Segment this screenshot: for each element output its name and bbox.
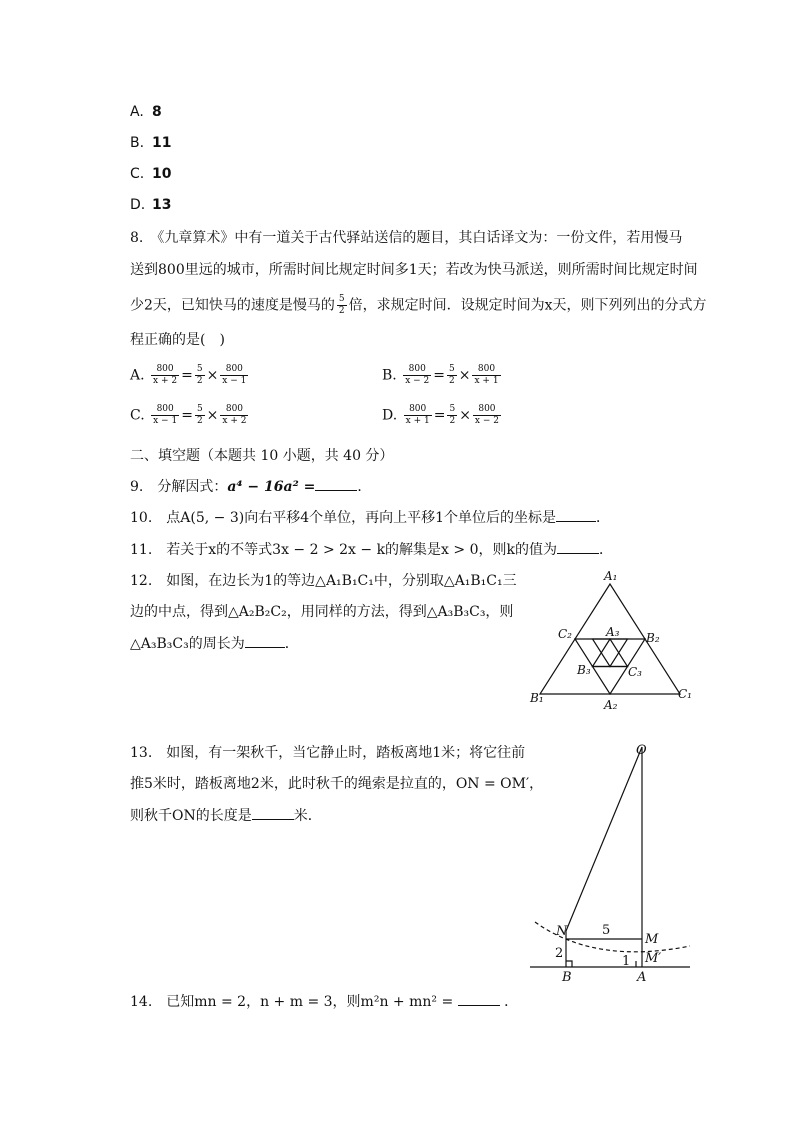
equals: =	[181, 367, 193, 384]
rhs-fraction: $\frac{800}{x + 1}$	[474, 364, 499, 386]
q7-option-d	[130, 195, 171, 215]
answer-blank	[458, 1005, 500, 1006]
label-b3: B₃	[577, 663, 591, 677]
lhs-fraction: $\frac{800}{x - 2}$	[405, 364, 430, 386]
q12-triangle-figure	[520, 566, 700, 716]
equals: =	[433, 407, 446, 424]
equals: =	[181, 407, 193, 424]
option-value: 10	[152, 166, 172, 182]
lhs-fraction: $\frac{800}{x + 2}$	[153, 364, 178, 386]
answer-blank	[315, 490, 357, 491]
q14-text: 14. 已知mn = 2，n + m = 3，则m²n + mn² =	[130, 994, 454, 1010]
label-m: M	[645, 932, 659, 947]
q8-option-a	[130, 364, 250, 387]
q10-text: 10. 点A(5, − 3)向右平移4个单位，再向上平移1个单位后的坐标是	[130, 510, 557, 526]
q8-line2: 送到800里远的城市，所需时间比规定时间多1天；若改为快马派送，则所需时间比规定时间	[130, 262, 698, 278]
fraction-five-halves	[337, 294, 347, 317]
q7-option-a	[130, 102, 162, 122]
q14	[130, 992, 518, 1012]
lhs-fraction: $\frac{800}{x - 1}$	[153, 404, 178, 426]
q13-swing-figure	[525, 735, 700, 985]
option-letter: B.	[382, 367, 397, 384]
q8-line3-post: 倍，求规定时间．设规定时间为x天，则下列列出的分式方	[348, 297, 707, 314]
q12-end: ．	[284, 636, 299, 652]
label-c2: C₂	[558, 627, 572, 641]
times: ×	[458, 367, 471, 384]
label-a2: A₂	[604, 698, 618, 712]
q11-text: 11. 若关于x的不等式3x − 2 > 2x − k的解集是x > 0，则k的值为	[130, 542, 557, 558]
q12-line2: 边的中点，得到△A₂B₂C₂，用同样的方法，得到△A₃B₃C₃，则	[130, 604, 514, 620]
q7-option-c	[130, 164, 171, 184]
triangle-outer-mid	[593, 639, 628, 667]
right-angle-b	[566, 961, 572, 967]
label-a1: A₁	[604, 569, 618, 583]
label-c3: C₃	[628, 665, 642, 679]
q8-option-d	[382, 404, 503, 427]
option-letter: C.	[130, 407, 145, 424]
q8-line3-pre: 少2天，已知快马的速度是慢马的	[130, 297, 335, 314]
q9-end: ．	[357, 479, 372, 495]
answer-blank	[252, 819, 294, 820]
option-letter: B.	[130, 135, 145, 151]
q9	[130, 477, 371, 497]
option-letter: C.	[130, 166, 145, 182]
label-one: 1	[622, 954, 631, 969]
option-value: 11	[152, 135, 172, 151]
q7-option-b	[130, 133, 171, 153]
q8-line3	[130, 294, 707, 317]
times: ×	[206, 407, 219, 424]
frac-den: 2	[338, 306, 345, 316]
k-fraction: $\frac{5}{2}$	[449, 404, 456, 426]
lhs-fraction: $\frac{800}{x + 1}$	[405, 404, 430, 426]
label-o: O	[636, 743, 647, 758]
q8-option-b	[382, 364, 503, 387]
q13-line3	[130, 806, 322, 826]
rhs-fraction: $\frac{800}{x - 1}$	[222, 364, 247, 386]
q13-line1: 13. 如图，有一架秋千，当它静止时，踏板离地1米；将它往前	[130, 745, 526, 761]
rhs-fraction: $\frac{800}{x + 2}$	[222, 404, 247, 426]
q10-end: ．	[596, 510, 611, 526]
times: ×	[459, 407, 471, 424]
option-letter: D.	[130, 197, 146, 213]
q14-end: ．	[504, 994, 519, 1010]
k-fraction: $\frac{5}{2}$	[196, 404, 203, 426]
q11-end: ．	[598, 542, 613, 558]
rope-on	[566, 747, 642, 931]
q12-text: △A₃B₃C₃的周长为	[130, 636, 245, 652]
triangle-a3b3c3	[593, 639, 628, 667]
q8-line1: 8. 《九章算术》中有一道关于古代驿站送信的题目，其白话译文为：一份文件，若用慢马	[130, 230, 683, 246]
label-c1: C₁	[678, 687, 692, 701]
option-letter: A.	[130, 104, 144, 120]
q13-line2: 推5米时，踏板离地2米，此时秋千的绳索是拉直的，ON = OM′，	[130, 776, 544, 792]
q8-line4: 程正确的是( )	[130, 332, 225, 348]
times: ×	[206, 367, 219, 384]
q13-end: 米．	[293, 808, 322, 824]
answer-blank	[557, 553, 599, 554]
label-b1: B₁	[530, 691, 544, 705]
q8-option-c	[130, 404, 250, 427]
k-fraction: $\frac{5}{2}$	[196, 364, 203, 386]
frac-num: 5	[338, 294, 345, 304]
q10	[130, 508, 610, 528]
q12-line1: 12. 如图，在边长为1的等边△A₁B₁C₁中，分别取△A₁B₁C₁三	[130, 573, 517, 589]
answer-blank	[245, 647, 285, 648]
option-value: 13	[152, 197, 172, 213]
rhs-fraction: $\frac{800}{x - 2}$	[474, 404, 499, 426]
section-title: 二、填空题（本题共 10 小题，共 40 分）	[130, 448, 394, 464]
q9-expression: a⁴ − 16a² =	[227, 479, 316, 495]
q11	[130, 540, 613, 560]
equals: =	[433, 367, 446, 384]
label-b: B	[562, 970, 572, 985]
option-value: 8	[152, 104, 162, 120]
option-letter: D.	[382, 407, 398, 424]
option-letter: A.	[130, 367, 145, 384]
label-m-prime: M′	[645, 951, 662, 966]
answer-blank	[556, 521, 596, 522]
k-fraction: $\frac{5}{2}$	[449, 364, 455, 386]
q9-text: 9. 分解因式：	[130, 479, 228, 495]
label-five: 5	[602, 923, 611, 938]
label-a3: A₃	[606, 625, 620, 639]
label-b2: B₂	[646, 631, 660, 645]
label-a: A	[637, 970, 647, 985]
q13-text: 则秋千ON的长度是	[130, 808, 252, 824]
q12-line3	[130, 634, 299, 654]
label-two: 2	[555, 946, 564, 961]
label-n: N	[556, 924, 568, 939]
